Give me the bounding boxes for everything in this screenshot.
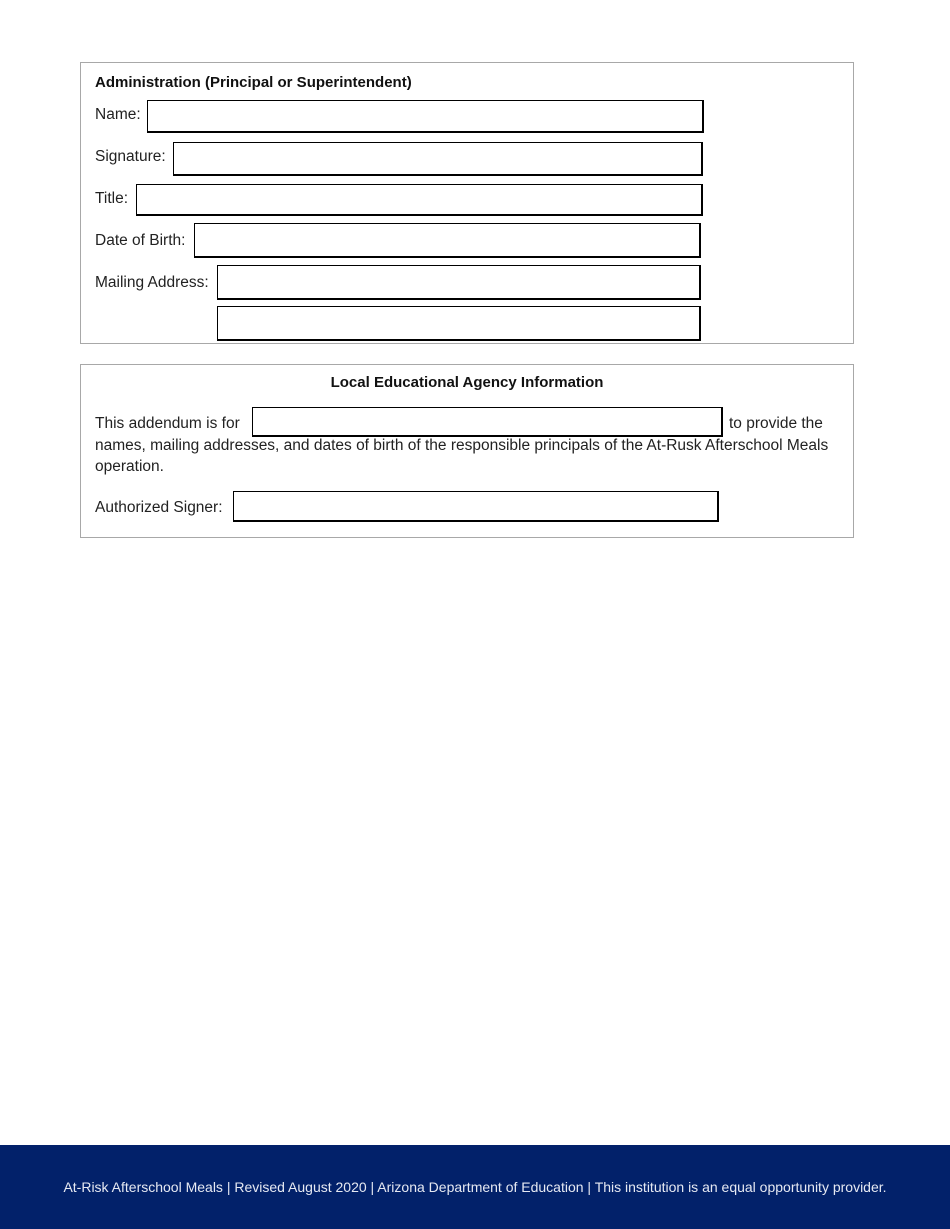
date-of-birth-label: Date of Birth: <box>95 232 186 249</box>
date-of-birth-field[interactable] <box>194 223 701 258</box>
administration-section <box>80 62 854 344</box>
administration-heading: Administration (Principal or Superintendent) <box>95 74 412 91</box>
footer-text: At-Risk Afterschool Meals | Revised August 2020 | Arizona Department of Education | This institution is an equal opportunity provider. <box>63 1179 887 1195</box>
title-label: Title: <box>95 190 129 207</box>
authorized-signer-label: Authorized Signer: <box>95 499 223 516</box>
title-field[interactable] <box>136 184 703 216</box>
lea-heading: Local Educational Agency Information <box>330 374 604 391</box>
lea-information-section <box>80 364 854 538</box>
mailing-address-line2-field[interactable] <box>217 306 701 341</box>
mailing-address-label: Mailing Address: <box>95 274 209 291</box>
addendum-prefix-text: This addendum is for <box>95 415 240 432</box>
name-label: Name: <box>95 106 141 123</box>
signature-label: Signature: <box>95 148 166 165</box>
mailing-address-line1-field[interactable] <box>217 265 701 300</box>
name-field[interactable] <box>147 100 704 133</box>
addendum-suffix-text: to provide the <box>729 415 823 432</box>
footer-bar <box>0 1145 950 1229</box>
signature-field[interactable] <box>173 142 703 176</box>
authorized-signer-field[interactable] <box>233 491 719 522</box>
addendum-agency-field[interactable] <box>252 407 723 437</box>
addendum-body-text: names, mailing addresses, and dates of birth of the responsible principals of the At-Rusk Afterschool Meals operation. <box>95 437 829 475</box>
